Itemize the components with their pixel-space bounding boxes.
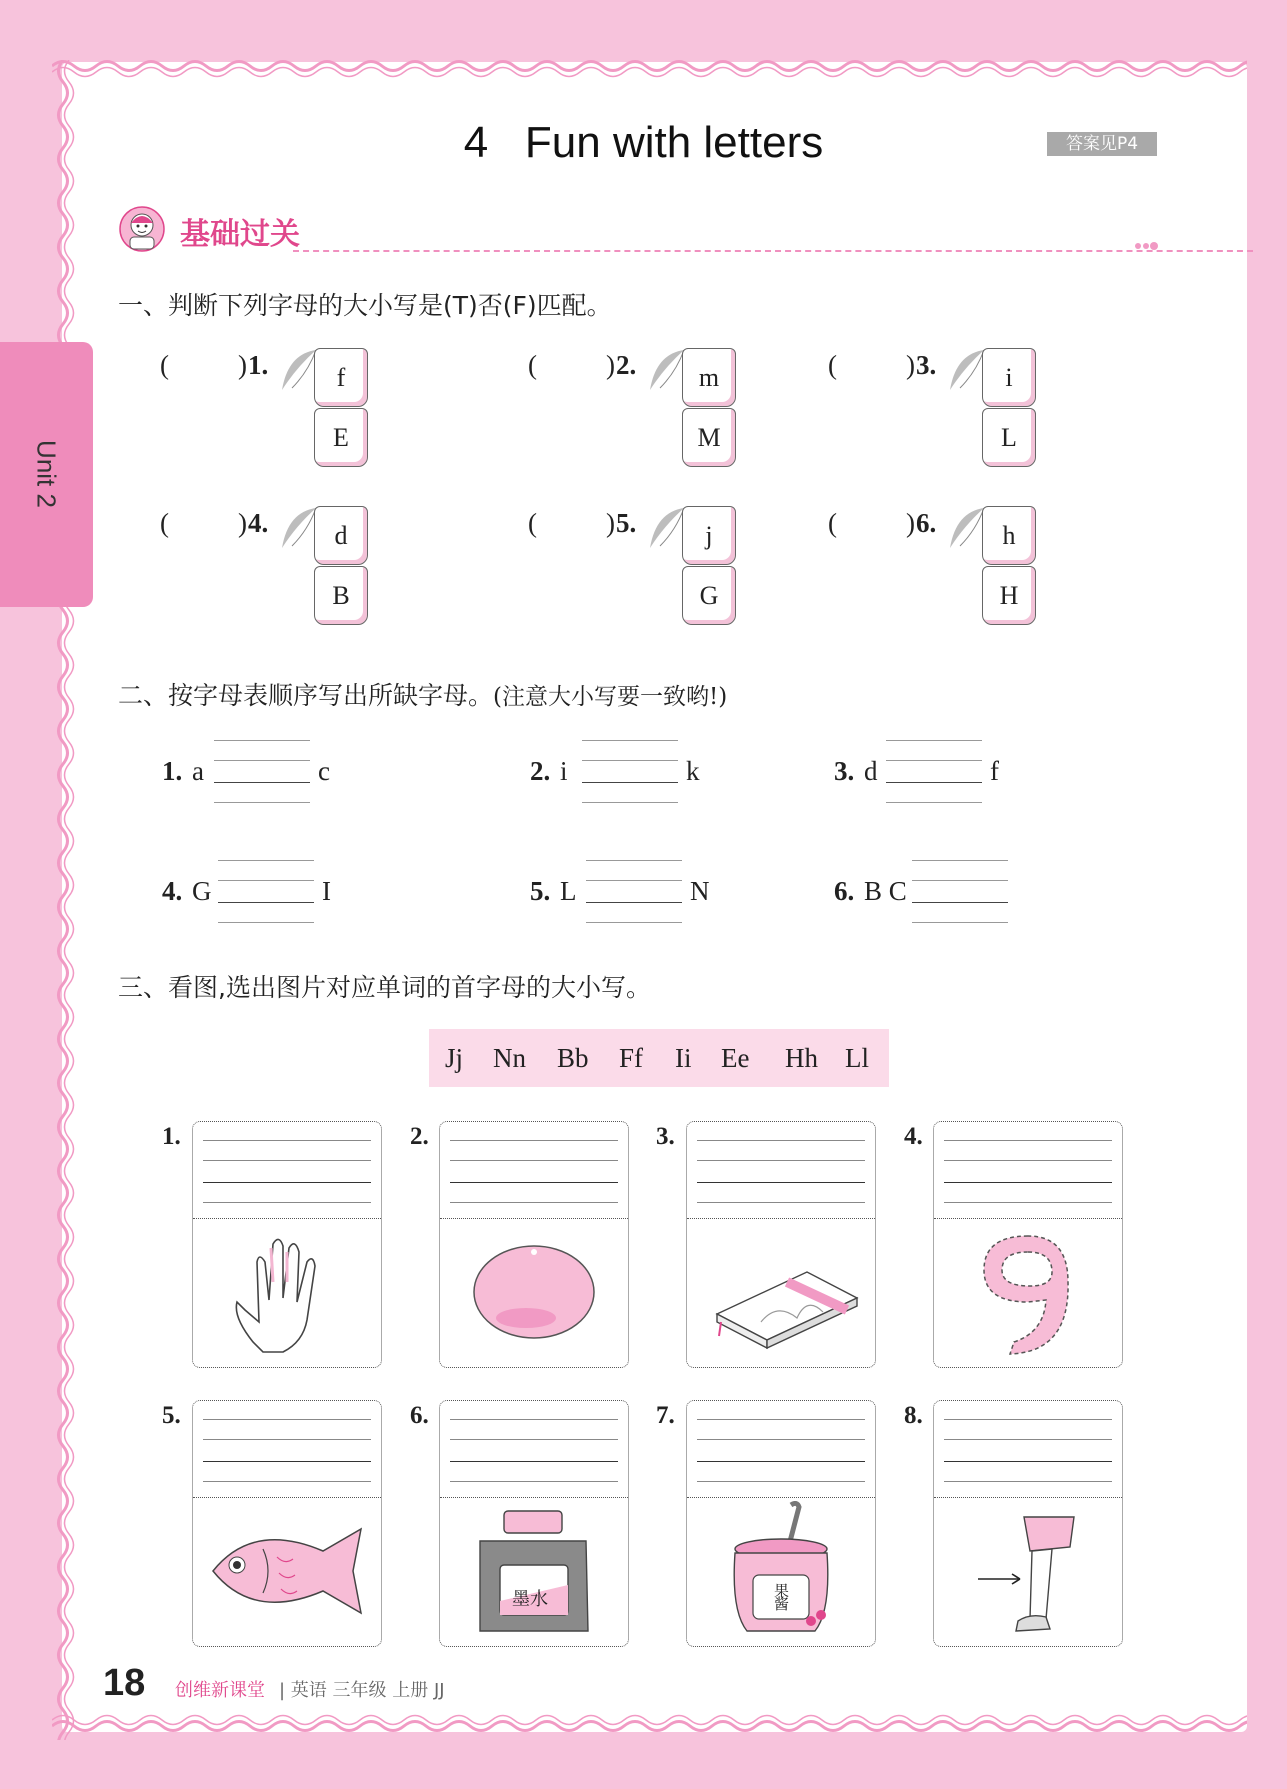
hand-icon bbox=[193, 1222, 381, 1367]
item-number: 6. bbox=[916, 508, 937, 538]
uppercase-cube: L bbox=[982, 408, 1036, 467]
word-bank-item: Ee bbox=[721, 1043, 750, 1073]
guide-line bbox=[450, 1140, 618, 1141]
fish-icon bbox=[193, 1501, 381, 1646]
picture-card bbox=[192, 1121, 382, 1368]
picture-card bbox=[439, 1121, 629, 1368]
guide-line bbox=[586, 880, 682, 881]
letter-stack bbox=[682, 348, 736, 470]
guide-line bbox=[944, 1202, 1112, 1203]
section-title: 基础过关 bbox=[180, 217, 300, 252]
lowercase-cube: i bbox=[982, 348, 1036, 407]
part1-open-paren: ( bbox=[160, 350, 169, 380]
card-divider bbox=[193, 1218, 381, 1219]
letter-after: I bbox=[322, 876, 331, 906]
guide-line bbox=[214, 740, 310, 741]
part1-open-paren: ( bbox=[528, 350, 537, 380]
picture-card bbox=[933, 1400, 1123, 1647]
letter-after: N bbox=[690, 876, 710, 906]
guide-line bbox=[697, 1481, 865, 1482]
footer-brand: 创维新课堂 bbox=[175, 1680, 265, 1701]
answer-line[interactable] bbox=[218, 902, 314, 903]
guide-line bbox=[944, 1419, 1112, 1420]
item-number: 2. bbox=[530, 756, 551, 786]
leaf-icon bbox=[278, 506, 318, 554]
part2-note: (注意大小写要一致哟!) bbox=[493, 684, 728, 710]
card-number: 1. bbox=[162, 1123, 181, 1150]
letter-stack bbox=[982, 348, 1036, 470]
letter-before: d bbox=[864, 756, 878, 786]
picture-label: 墨水 bbox=[512, 1589, 548, 1610]
part1-close-paren: ) bbox=[906, 508, 915, 538]
lowercase-cube: f bbox=[314, 348, 368, 407]
guide-line bbox=[214, 760, 310, 761]
item-number: 5. bbox=[616, 508, 637, 538]
guide-line bbox=[450, 1439, 618, 1440]
guide-line bbox=[203, 1439, 371, 1440]
answer-blank[interactable] bbox=[195, 348, 235, 378]
letter-before: a bbox=[192, 756, 204, 786]
card-number: 7. bbox=[656, 1402, 675, 1429]
leaf-icon bbox=[946, 348, 986, 396]
guide-line bbox=[912, 880, 1008, 881]
guide-line bbox=[697, 1160, 865, 1161]
unit-tab-label: Unit 2 bbox=[31, 440, 62, 508]
letter-after: f bbox=[990, 756, 999, 786]
leaf-icon bbox=[646, 506, 686, 554]
part2-instruction bbox=[118, 676, 727, 712]
book-icon bbox=[687, 1222, 875, 1367]
answer-line[interactable] bbox=[203, 1461, 371, 1462]
guide-line bbox=[944, 1481, 1112, 1482]
guide-line bbox=[912, 922, 1008, 923]
leaf-icon bbox=[278, 348, 318, 396]
uppercase-cube: H bbox=[982, 566, 1036, 625]
guide-line bbox=[218, 860, 314, 861]
part1-open-paren: ( bbox=[828, 350, 837, 380]
answer-blank[interactable] bbox=[863, 506, 903, 536]
answer-reference-badge: 答案见P4 bbox=[1047, 132, 1157, 156]
part1-close-paren: ) bbox=[238, 508, 247, 538]
wave-border-bottom bbox=[52, 1712, 1247, 1742]
word-bank bbox=[429, 1029, 889, 1087]
part1-open-paren: ( bbox=[160, 508, 169, 538]
guide-line bbox=[582, 760, 678, 761]
word-bank-item: Ll bbox=[845, 1043, 869, 1073]
part1-close-paren: ) bbox=[606, 508, 615, 538]
part1-instruction: 一、判断下列字母的大小写是(T)否(F)匹配。 bbox=[118, 291, 612, 320]
decor-dots-icon bbox=[1134, 239, 1158, 253]
lowercase-cube: d bbox=[314, 506, 368, 565]
part1-close-paren: ) bbox=[238, 350, 247, 380]
guide-line bbox=[203, 1160, 371, 1161]
answer-line[interactable] bbox=[214, 782, 310, 783]
wave-border-top bbox=[52, 50, 1247, 80]
answer-blank[interactable] bbox=[563, 348, 603, 378]
answer-line[interactable] bbox=[944, 1182, 1112, 1183]
card-divider bbox=[934, 1218, 1122, 1219]
answer-line[interactable] bbox=[203, 1182, 371, 1183]
answer-blank[interactable] bbox=[195, 506, 235, 536]
page-title: 4 Fun with letters bbox=[463, 118, 824, 167]
guide-line bbox=[203, 1202, 371, 1203]
guide-line bbox=[944, 1140, 1112, 1141]
letter-before: G bbox=[192, 876, 212, 906]
word-bank-item: Bb bbox=[557, 1043, 589, 1073]
word-bank-item: Nn bbox=[493, 1043, 526, 1073]
uppercase-cube: B bbox=[314, 566, 368, 625]
card-divider bbox=[687, 1218, 875, 1219]
guide-line bbox=[697, 1419, 865, 1420]
answer-blank[interactable] bbox=[563, 506, 603, 536]
picture-card bbox=[686, 1121, 876, 1368]
answer-line[interactable] bbox=[944, 1461, 1112, 1462]
guide-line bbox=[203, 1481, 371, 1482]
guide-line bbox=[586, 860, 682, 861]
guide-line bbox=[582, 802, 678, 803]
guide-line bbox=[214, 802, 310, 803]
part1-open-paren: ( bbox=[528, 508, 537, 538]
guide-line bbox=[697, 1202, 865, 1203]
picture-card bbox=[933, 1121, 1123, 1368]
part3-instruction: 三、看图,选出图片对应单词的首字母的大小写。 bbox=[118, 973, 651, 1002]
answer-line[interactable] bbox=[886, 782, 982, 783]
card-number: 2. bbox=[410, 1123, 429, 1150]
card-divider bbox=[193, 1497, 381, 1498]
letter-before: L bbox=[560, 876, 577, 906]
item-number: 4. bbox=[162, 876, 183, 906]
part1-close-paren: ) bbox=[906, 350, 915, 380]
item-number: 5. bbox=[530, 876, 551, 906]
card-divider bbox=[687, 1497, 875, 1498]
card-number: 3. bbox=[656, 1123, 675, 1150]
letter-stack bbox=[682, 506, 736, 628]
uppercase-cube: E bbox=[314, 408, 368, 467]
uppercase-cube: M bbox=[682, 408, 736, 467]
letter-before: i bbox=[560, 756, 568, 786]
letter-stack bbox=[314, 506, 368, 628]
guide-line bbox=[886, 802, 982, 803]
answer-blank[interactable] bbox=[863, 348, 903, 378]
guide-line bbox=[586, 922, 682, 923]
guide-line bbox=[697, 1140, 865, 1141]
card-divider bbox=[440, 1497, 628, 1498]
word-bank-item: Ii bbox=[675, 1043, 692, 1073]
part2-instruction-text: 二、按字母表顺序写出所缺字母。 bbox=[118, 681, 494, 710]
footer-meta: | 英语 三年级 上册 JJ bbox=[279, 1680, 445, 1701]
guide-line bbox=[450, 1202, 618, 1203]
section-divider bbox=[293, 250, 1253, 252]
guide-line bbox=[450, 1160, 618, 1161]
uppercase-cube: G bbox=[682, 566, 736, 625]
part1-open-paren: ( bbox=[828, 508, 837, 538]
nine-icon bbox=[934, 1222, 1122, 1367]
guide-line bbox=[944, 1160, 1112, 1161]
answer-line[interactable] bbox=[912, 902, 1008, 903]
guide-line bbox=[203, 1140, 371, 1141]
word-bank-item: Jj bbox=[445, 1043, 464, 1073]
answer-line[interactable] bbox=[450, 1182, 618, 1183]
item-number: 3. bbox=[834, 756, 855, 786]
guide-line bbox=[582, 740, 678, 741]
guide-line bbox=[944, 1439, 1112, 1440]
answer-line[interactable] bbox=[586, 902, 682, 903]
guide-line bbox=[912, 860, 1008, 861]
letter-stack bbox=[982, 506, 1036, 628]
answer-line[interactable] bbox=[450, 1461, 618, 1462]
lowercase-cube: j bbox=[682, 506, 736, 565]
picture-card bbox=[439, 1400, 629, 1647]
unit-tab bbox=[0, 342, 93, 607]
guide-line bbox=[697, 1439, 865, 1440]
part1-close-paren: ) bbox=[606, 350, 615, 380]
guide-line bbox=[218, 922, 314, 923]
answer-line[interactable] bbox=[697, 1461, 865, 1462]
item-number: 2. bbox=[616, 350, 637, 380]
word-bank-item: Hh bbox=[785, 1043, 818, 1073]
guide-line bbox=[218, 880, 314, 881]
wave-border-left bbox=[48, 60, 78, 1740]
egg-icon bbox=[440, 1222, 628, 1367]
card-divider bbox=[934, 1497, 1122, 1498]
picture-card bbox=[686, 1400, 876, 1647]
guide-line bbox=[203, 1419, 371, 1420]
item-number: 1. bbox=[248, 350, 269, 380]
picture-card bbox=[192, 1400, 382, 1647]
item-number: 3. bbox=[916, 350, 937, 380]
item-number: 6. bbox=[834, 876, 855, 906]
answer-line[interactable] bbox=[697, 1182, 865, 1183]
lowercase-cube: h bbox=[982, 506, 1036, 565]
lowercase-cube: m bbox=[682, 348, 736, 407]
card-divider bbox=[440, 1218, 628, 1219]
card-number: 4. bbox=[904, 1123, 923, 1150]
letter-after: c bbox=[318, 756, 330, 786]
answer-line[interactable] bbox=[582, 782, 678, 783]
jam-icon bbox=[687, 1501, 875, 1646]
guide-line bbox=[886, 740, 982, 741]
letter-stack bbox=[314, 348, 368, 470]
card-number: 8. bbox=[904, 1402, 923, 1429]
leaf-icon bbox=[646, 348, 686, 396]
leaf-icon bbox=[946, 506, 986, 554]
item-number: 1. bbox=[162, 756, 183, 786]
page-number: 18 bbox=[103, 1662, 146, 1704]
item-number: 4. bbox=[248, 508, 269, 538]
letter-after: k bbox=[686, 756, 700, 786]
guide-line bbox=[450, 1419, 618, 1420]
guide-line bbox=[450, 1481, 618, 1482]
leg-icon bbox=[934, 1501, 1122, 1646]
card-number: 5. bbox=[162, 1402, 181, 1429]
letter-before: B C bbox=[864, 876, 907, 906]
picture-label: 果酱 bbox=[772, 1583, 790, 1609]
section-header bbox=[118, 205, 1158, 255]
guide-line bbox=[886, 760, 982, 761]
ink-icon bbox=[440, 1501, 628, 1646]
student-avatar-icon bbox=[118, 205, 166, 253]
word-bank-item: Ff bbox=[619, 1043, 644, 1073]
card-number: 6. bbox=[410, 1402, 429, 1429]
